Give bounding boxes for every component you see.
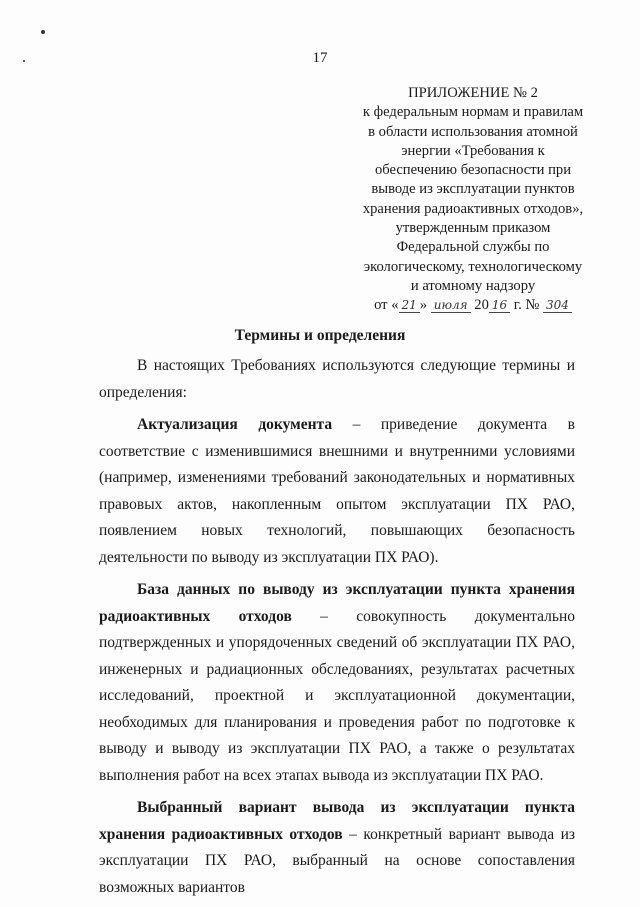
document-body: [99, 353, 575, 907]
annex-line: Федеральной службы по: [396, 239, 550, 256]
annex-header: [348, 84, 598, 316]
order-date-line: от « 21 » июля 20 16 г. № 304: [348, 296, 598, 315]
annex-line: выводе из эксплуатации пунктов: [371, 181, 575, 198]
definition-paragraph: [99, 577, 575, 789]
term-name: Актуализация документа: [137, 416, 333, 433]
annex-line: и атомному надзору: [410, 277, 536, 294]
definition-paragraph: [99, 795, 575, 901]
intro-paragraph: В настоящих Требованиях используются следующие термины и определения:: [99, 357, 575, 401]
handwritten-order-number: 304: [543, 298, 572, 313]
term-definition: – приведение документа в соответствие с изменившимися внешними и внутренними условиями (например, изменениями требований законодательных и нормативных правовых актов, накопленным опытом эксплуатации ПХ РАО, появлением новых технологий, повышающих безопасность деятельности по выводу из эксплуатации ПХ РАО).: [99, 416, 575, 566]
section-title: Термины и определения: [234, 327, 406, 344]
handwritten-month: июля: [431, 298, 471, 313]
handwritten-day: 21: [399, 298, 420, 313]
annex-line: утвержденным приказом: [395, 220, 551, 237]
annex-title: ПРИЛОЖЕНИЕ № 2: [408, 85, 538, 101]
definition-paragraph: [99, 412, 575, 571]
term-definition: – совокупность документально подтвержденных и упорядоченных сведений об эксплуатации ПХ РАО, инженерных и радиационных обследованиях, результатах расчетных исследований, проектной и эксплуатационной документации, необходимых для планирования и проведения работ по подготовке к выводу и выводу из эксплуатации ПХ РАО, а также о результатах выполнения работ на всех этапах вывода из эксплуатации ПХ РАО.: [99, 607, 575, 784]
annex-line: к федеральным нормам и правилам: [362, 104, 584, 121]
annex-line: обеспечению безопасности при: [374, 162, 572, 179]
term-name: База данных по выводу из эксплуатации пункта хранения радиоактивных отходов: [99, 581, 575, 625]
annex-line: экологическому, технологическому: [363, 258, 583, 275]
annex-line: хранения радиоактивных отходов»,: [362, 200, 584, 217]
page-number: 17: [312, 50, 328, 66]
handwritten-year: 16: [489, 298, 510, 313]
scan-speck: [41, 30, 45, 34]
annex-line: в области использования атомной: [368, 123, 578, 140]
term-name: Выбранный вариант вывода из эксплуатации пункта хранения радиоактивных отходов: [99, 799, 575, 843]
term-definition: – конкретный вариант вывода из эксплуатации ПХ РАО, выбранный на основе сопоставления возможных вариантов: [99, 825, 575, 896]
annex-line: энергии «Требования к: [401, 142, 545, 159]
